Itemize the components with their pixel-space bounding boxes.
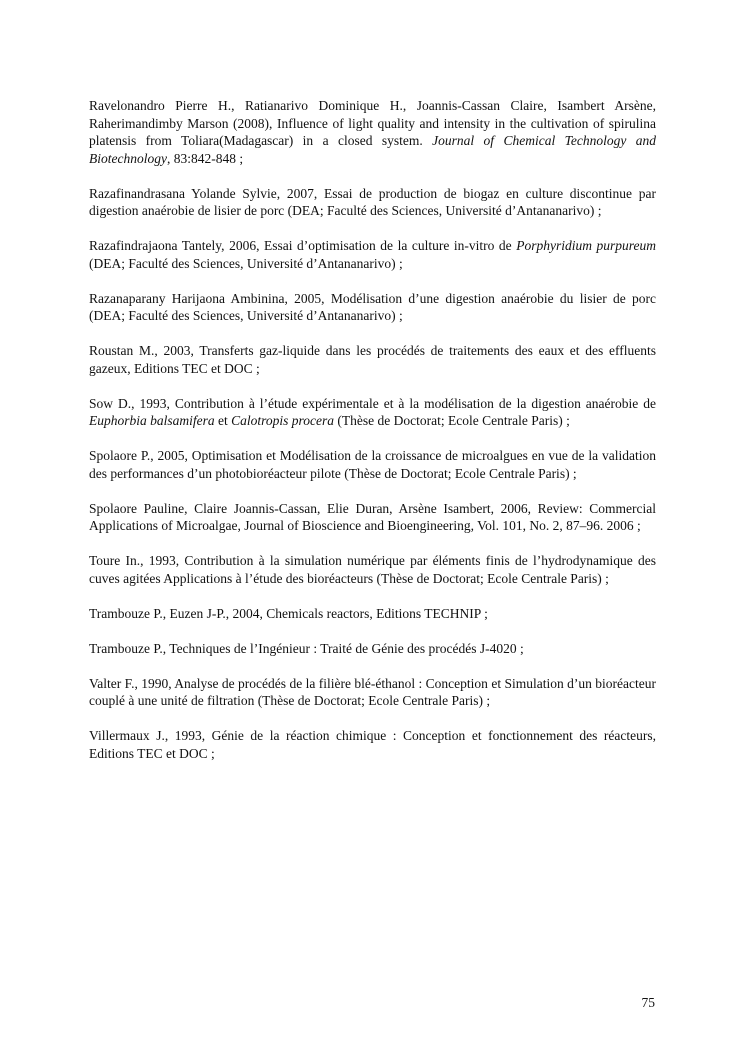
- reference-text: Trambouze P., Euzen J-P., 2004, Chemicals reactors, Editions TECHNIP ;: [89, 605, 488, 621]
- reference-italic-text: Euphorbia balsamifera: [89, 413, 215, 428]
- reference-entry: [89, 185, 656, 220]
- reference-text: (DEA; Faculté des Sciences, Université d’Antananarivo) ;: [89, 255, 403, 271]
- page-number: 75: [641, 995, 655, 1010]
- reference-text: Roustan M., 2003, Transferts gaz-liquide dans les procédés de traitements des eaux et des effluents gazeux, Editions TEC et DOC ;: [89, 343, 656, 376]
- reference-italic-text: Journal of Chemical Technology and Biotechnology: [89, 133, 656, 166]
- reference-italic-text: Porphyridium purpureum: [516, 238, 657, 253]
- reference-text: Trambouze P., Techniques de l’Ingénieur : Traité de Génie des procédés J-4020 ;: [89, 640, 524, 656]
- reference-entry: [89, 395, 656, 430]
- reference-entry: [89, 675, 656, 710]
- reference-entry: [89, 237, 656, 272]
- reference-text: Toure In., 1993, Contribution à la simulation numérique par éléments finis de l’hydrodynamique des cuves agitées Applications à l’étude des bioréacteurs (Thèse de Doctorat; Ecole Centrale Paris) ;: [89, 553, 656, 586]
- reference-entry: [89, 605, 656, 623]
- reference-text: et: [214, 413, 232, 428]
- reference-text: Razafinandrasana Yolande Sylvie, 2007, Essai de production de biogaz en culture discontinue par digestion anaérobie de lisier de porc (DEA; Faculté des Sciences, Université d’Antananarivo) ;: [89, 185, 656, 218]
- reference-text: (Thèse de Doctorat; Ecole Centrale Paris) ;: [334, 413, 570, 428]
- reference-text: Spolaore Pauline, Claire Joannis-Cassan, Elie Duran, Arsène Isambert, 2006, Review: Commercial Applications of Microalgae, Journal of Bioscience and Bioengineering, Vol. 101, No. 2, 87–96. 2006 ;: [89, 500, 656, 533]
- reference-italic-text: Calotropis procera: [231, 413, 335, 428]
- reference-text: Spolaore P., 2005, Optimisation et Modélisation de la croissance de microalgues en vue de la validation des performances d’un photobioréacteur pilote (Thèse de Doctorat; Ecole Centrale Paris) ;: [89, 448, 656, 481]
- reference-text: , 83:842-848 ;: [166, 150, 244, 166]
- reference-entry: [89, 97, 656, 167]
- reference-list: [89, 97, 656, 780]
- reference-text: Sow D., 1993, Contribution à l’étude expérimentale et à la modélisation de la digestion anaérobie de: [89, 395, 656, 411]
- reference-text: Valter F., 1990, Analyse de procédés de la filière blé-éthanol : Conception et Simulation d’un bioréacteur couplé à une unité de filtration (Thèse de Doctorat; Ecole Centrale Paris) ;: [89, 675, 656, 708]
- reference-entry: [89, 500, 656, 535]
- reference-text: Villermaux J., 1993, Génie de la réaction chimique : Conception et fonctionnement des réacteurs, Editions TEC et DOC ;: [89, 728, 656, 761]
- reference-entry: [89, 342, 656, 377]
- reference-entry: [89, 640, 656, 658]
- reference-text: Razafindrajaona Tantely, 2006, Essai d’optimisation de la culture in-vitro de: [89, 238, 517, 253]
- reference-text: Ravelonandro Pierre H., Ratianarivo Dominique H., Joannis-Cassan Claire, Isambert Arsène, Raherimandimby Marson (2008), Influence of light quality and intensity in the cultivation of spirulina platensis from Toliara(Madagascar) in a closed system.: [89, 98, 656, 148]
- reference-entry: [89, 552, 656, 587]
- reference-entry: [89, 727, 656, 762]
- reference-entry: [89, 447, 656, 482]
- reference-entry: [89, 290, 656, 325]
- reference-text: Razanaparany Harijaona Ambinina, 2005, Modélisation d’une digestion anaérobie du lisier de porc (DEA; Faculté des Sciences, Université d’Antananarivo) ;: [89, 290, 656, 323]
